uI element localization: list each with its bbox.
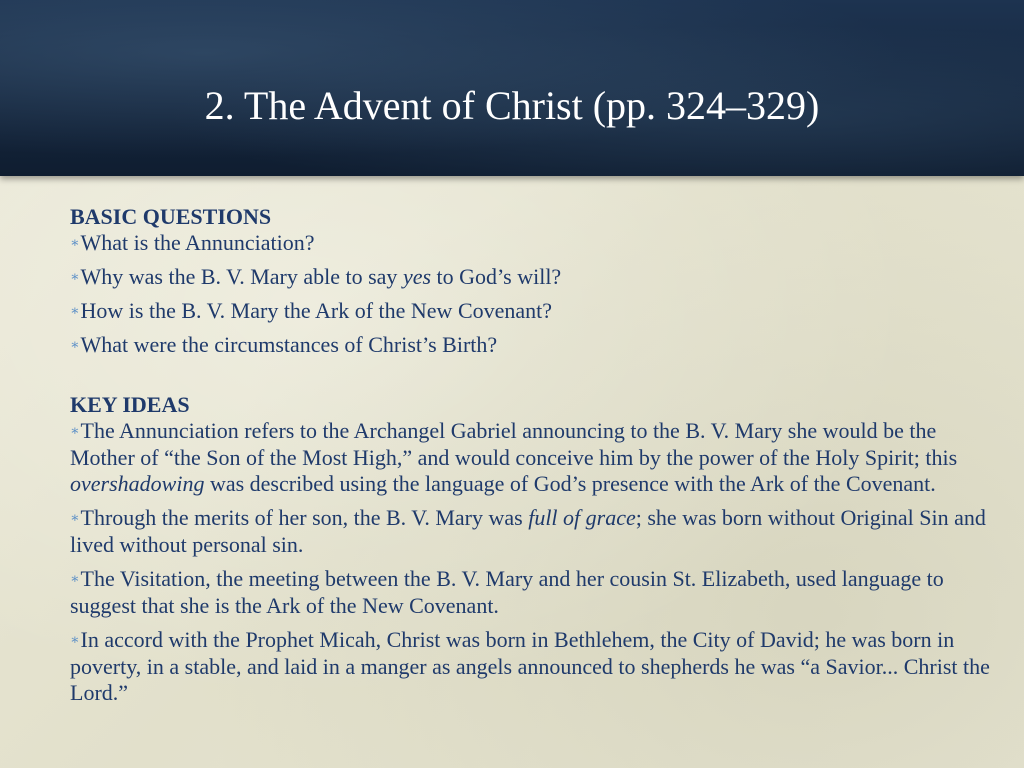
asterisk-bullet-icon: ∗	[70, 338, 80, 353]
basic-questions-heading: BASIC QUESTIONS	[70, 204, 272, 229]
list-item: ∗The Annunciation refers to the Archangel Gabriel announcing to the B. V. Mary she would be the Mother of “the Son of the Most High,” and would conceive him by the power of the Holy Spirit; this overshadowing was described using the language of God’s presence with the Ark of the Covenant.	[70, 418, 958, 496]
slide-body	[70, 204, 990, 714]
list-item: ∗The Visitation, the meeting between the B. V. Mary and her cousin St. Elizabeth, used language to suggest that she is the Ark of the New Covenant.	[70, 566, 944, 618]
list-item: ∗What were the circumstances of Christ’s Birth?	[70, 332, 498, 357]
emphasis: overshadowing	[70, 471, 205, 496]
asterisk-bullet-icon: ∗	[70, 511, 80, 526]
asterisk-bullet-icon: ∗	[70, 236, 80, 251]
asterisk-bullet-icon: ∗	[70, 270, 80, 285]
list-item: ∗What is the Annunciation?	[70, 230, 315, 255]
key-ideas-heading: KEY IDEAS	[70, 392, 190, 417]
emphasis: full of grace	[528, 505, 636, 530]
asterisk-bullet-icon: ∗	[70, 304, 80, 319]
key-ideas-list	[70, 418, 990, 706]
list-item: ∗Through the merits of her son, the B. V. Mary was full of grace; she was born without Original Sin and lived without personal sin.	[70, 505, 986, 557]
list-item: ∗How is the B. V. Mary the Ark of the New Covenant?	[70, 298, 553, 323]
list-item: ∗In accord with the Prophet Micah, Christ was born in Bethlehem, the City of David; he was born in poverty, in a stable, and laid in a manger as angels announced to shepherds he was “a Savior... Christ the Lord.”	[70, 627, 990, 705]
list-item: ∗Why was the B. V. Mary able to say yes to God’s will?	[70, 264, 562, 289]
asterisk-bullet-icon: ∗	[70, 633, 80, 648]
basic-questions-list	[70, 230, 990, 359]
asterisk-bullet-icon: ∗	[70, 424, 80, 439]
slide-title: 2. The Advent of Christ (pp. 324–329)	[204, 83, 820, 128]
asterisk-bullet-icon: ∗	[70, 572, 80, 587]
emphasis: yes	[402, 264, 432, 289]
section-spacer	[70, 366, 990, 392]
title-banner	[0, 0, 1024, 176]
